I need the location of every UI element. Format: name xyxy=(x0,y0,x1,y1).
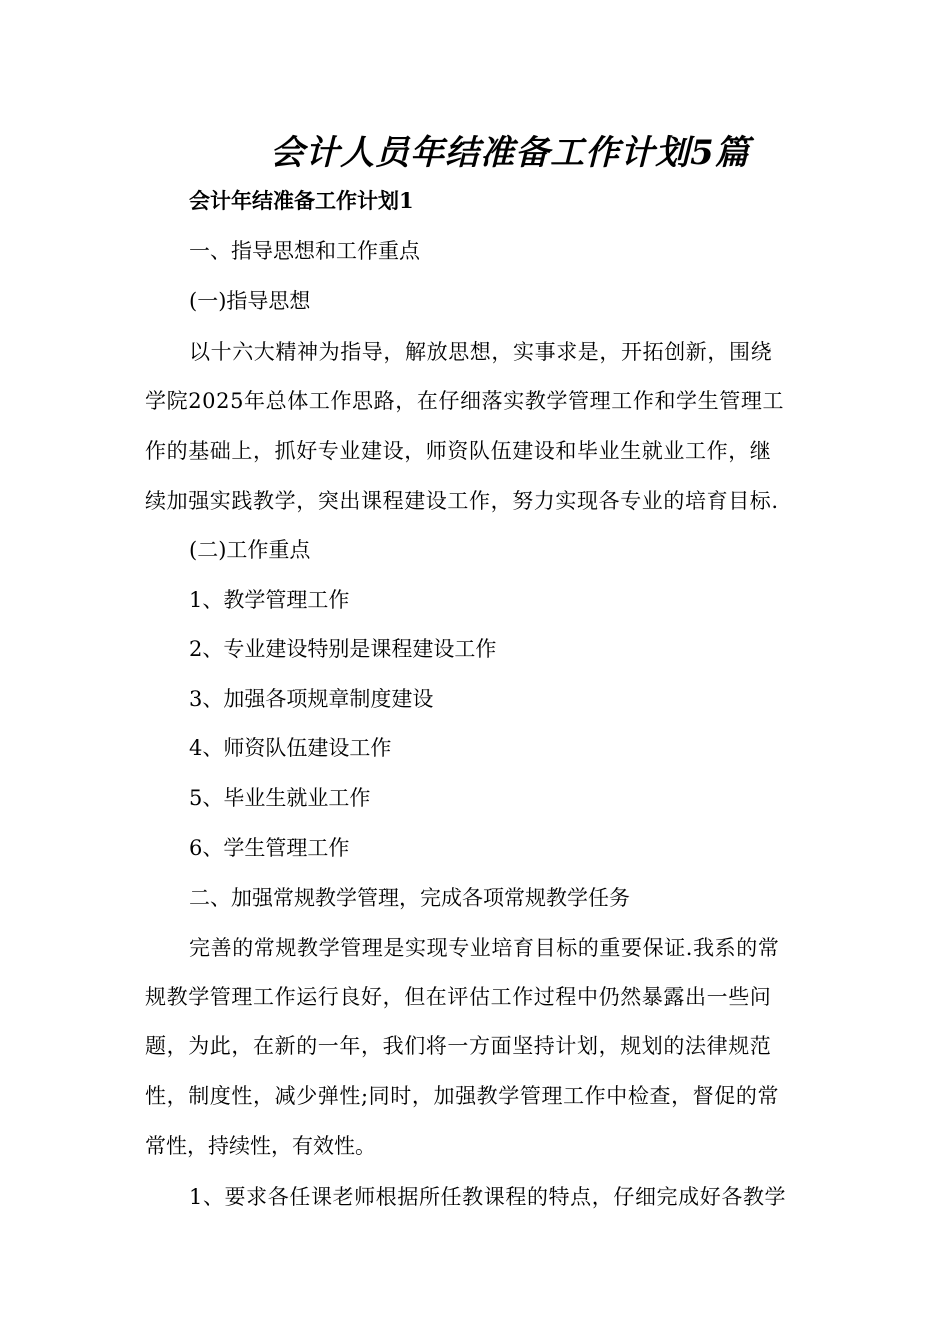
paragraph-line: 1、要求各任课老师根据所任教课程的特点，仔细完成好各教学 xyxy=(189,1185,787,1209)
list-item: 5、毕业生就业工作 xyxy=(189,786,371,810)
paragraph-line: 性，制度性，减少弹性;同时，加强教学管理工作中检查，督促的常 xyxy=(145,1084,780,1108)
list-item: 2、专业建设特别是课程建设工作 xyxy=(189,637,497,661)
paragraph-line: 以十六大精神为指导，解放思想，实事求是，开拓创新，围绕 xyxy=(189,340,773,364)
subheading-work-focus: (二)工作重点 xyxy=(189,538,311,562)
list-item: 3、加强各项规章制度建设 xyxy=(189,687,434,711)
paragraph-line: 作的基础上，抓好专业建设，师资队伍建设和毕业生就业工作，继 xyxy=(145,439,772,463)
paragraph-line: 规教学管理工作运行良好，但在评估工作过程中仍然暴露出一些问 xyxy=(145,985,772,1009)
heading-routine-teaching-management: 二、加强常规教学管理，完成各项常规教学任务 xyxy=(189,886,630,910)
paragraph-line: 完善的常规教学管理是实现专业培育目标的重要保证.我系的常 xyxy=(189,936,780,960)
subheading-guiding-thought: (一)指导思想 xyxy=(189,289,311,313)
list-item: 4、师资队伍建设工作 xyxy=(189,736,392,760)
paragraph-line: 学院2025年总体工作思路，在仔细落实教学管理工作和学生管理工 xyxy=(145,389,785,413)
section-heading: 会计年结准备工作计划1 xyxy=(189,188,414,213)
list-item: 6、学生管理工作 xyxy=(189,836,350,860)
document-title: 会计人员年结准备工作计划5篇 xyxy=(270,133,750,173)
paragraph-line: 常性，持续性，有效性。 xyxy=(145,1134,376,1158)
heading-guiding-thought-and-focus: 一、指导思想和工作重点 xyxy=(189,239,420,263)
paragraph-line: 题，为此，在新的一年，我们将一方面坚持计划，规划的法律规范 xyxy=(145,1034,772,1058)
paragraph-line: 续加强实践教学，突出课程建设工作，努力实现各专业的培育目标. xyxy=(145,489,779,513)
list-item: 1、教学管理工作 xyxy=(189,588,350,612)
